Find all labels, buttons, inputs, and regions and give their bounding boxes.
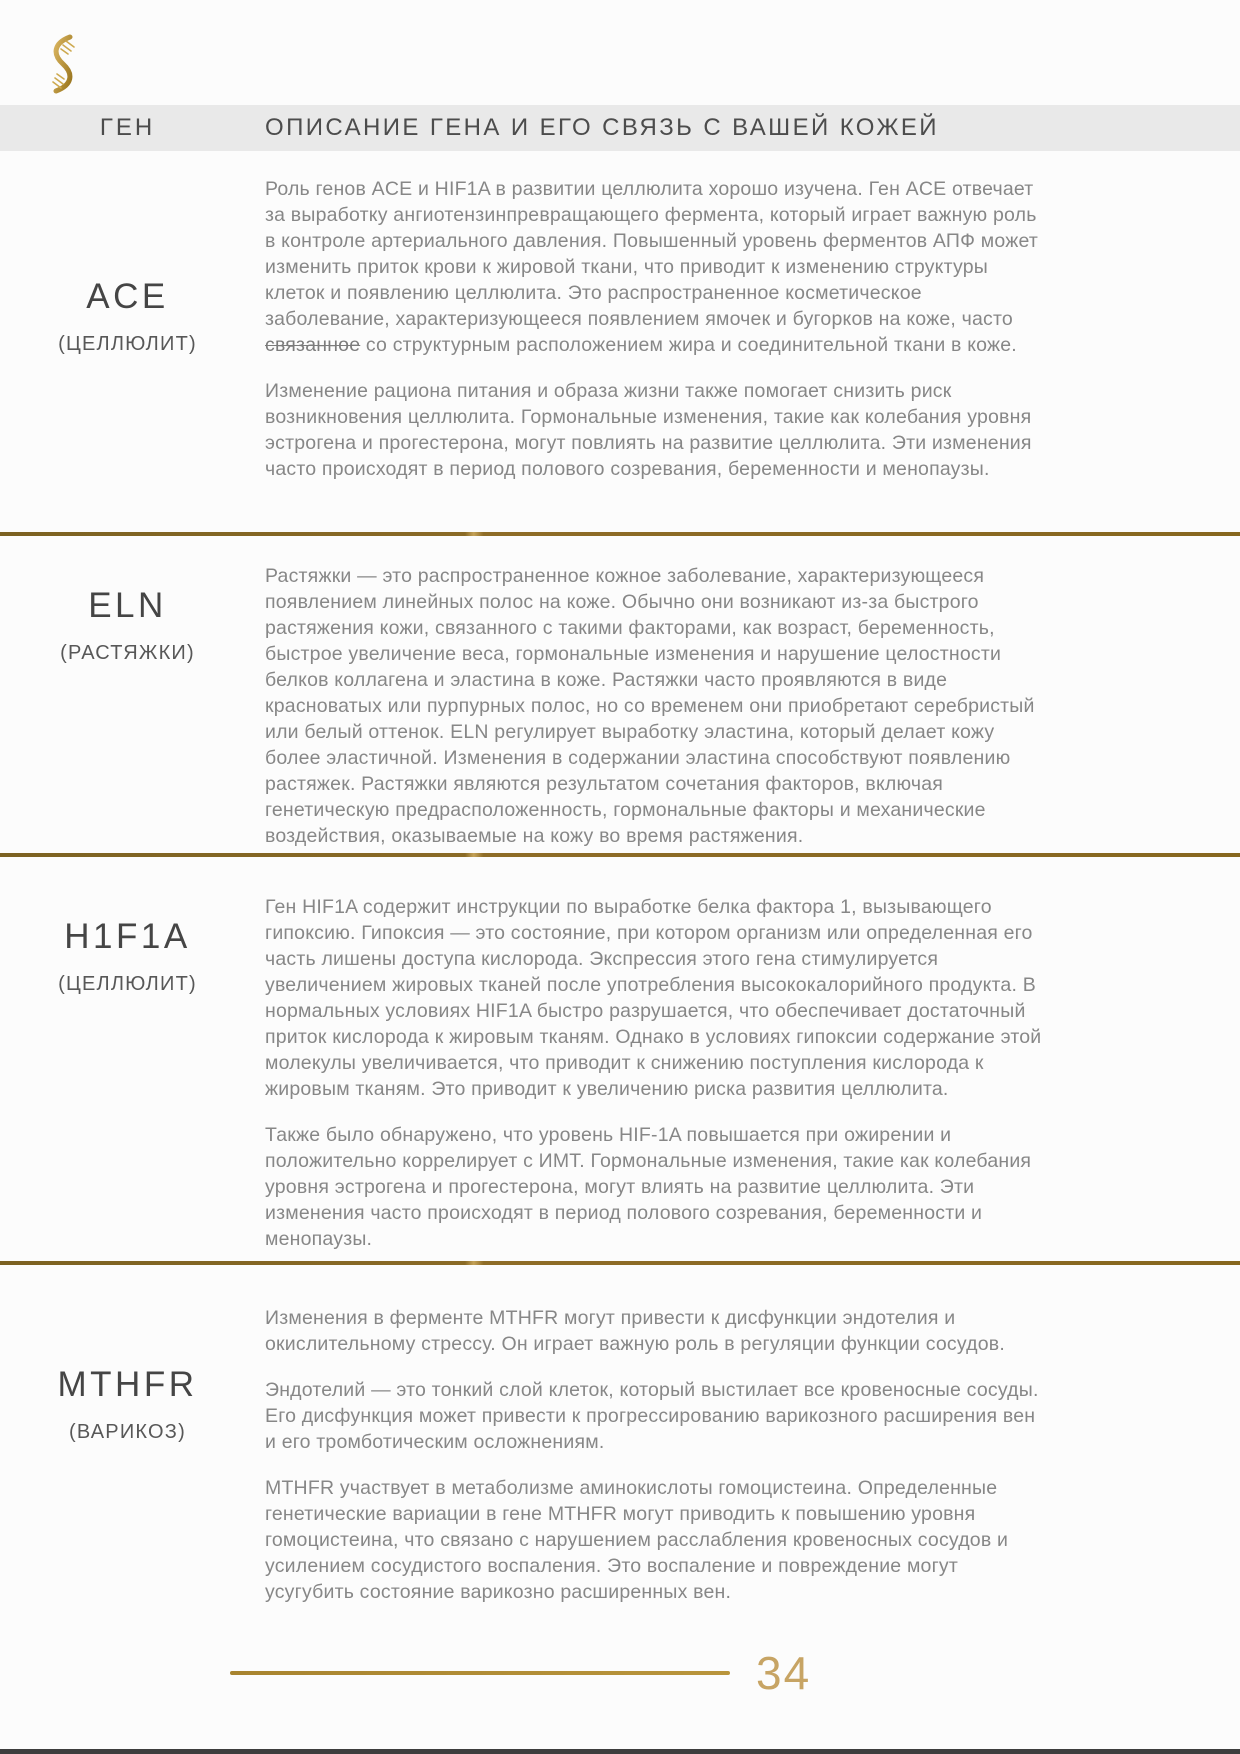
column-header-gene: ГЕН	[99, 114, 156, 141]
footer-rule	[230, 1671, 730, 1675]
dna-helix-icon	[46, 34, 80, 94]
gene-row-ace	[0, 151, 1240, 532]
paragraph: Ген HIF1A содержит инструкции по выработке белка фактора 1, вызывающего гипоксию. Гипоксия — это состояние, при котором организм или определенная его часть лишены доступа кислорода. Экспрессия этого гена стимулируется увеличением жировых тканей после употребления высококалорийного продукта. В нормальных условиях HIF1A быстро разрушается, что обеспечивает достаточный приток кислорода к жировым тканям. Однако в условиях гипоксии содержание этой молекулы увеличивается, что приводит к снижению поступления кислорода к жировым тканям. Это приводит к увеличению риска развития целлюлита.	[265, 896, 1042, 1100]
gene-description	[255, 536, 1045, 853]
table-header	[0, 105, 1240, 151]
gene-row-h1f1a	[0, 857, 1240, 1261]
gene-condition: (РАСТЯЖКИ)	[60, 642, 195, 664]
paragraph: Растяжки — это распространенное кожное заболевание, характеризующееся появлением линейных полос на коже. Обычно они возникают из-за быстрого растяжения кожи, связанного с такими факторами, как возраст, беременность, быстрое увеличение веса, гормональные изменения и нарушение целостности белков коллагена и эластина в коже. Растяжки часто проявляются в виде красноватых или пурпурных полос, но со временем они приобретают серебристый или белый оттенок. ELN регулирует выработку эластина, который делает кожу более эластичной. Изменения в содержании эластина способствуют появлению растяжек. Растяжки являются результатом сочетания факторов, включая генетическую предрасположенность, гормональные факторы и механические воздействия, оказываемые на кожу во время растяжения.	[265, 565, 1035, 847]
gene-condition: (ЦЕЛЛЮЛИТ)	[58, 973, 197, 995]
gene-name: ACE	[86, 277, 169, 316]
gene-label-block	[0, 1265, 255, 1637]
struck-word: связанное	[265, 334, 361, 356]
gene-label-block	[0, 857, 255, 1261]
gene-table	[0, 151, 1240, 1637]
gene-condition: (ВАРИКОЗ)	[69, 1421, 186, 1443]
paragraph: Изменения в ферменте MTHFR могут привести к дисфункции эндотелия и окислительному стрессу. Он играет важную роль в регуляции функции сосудов.	[265, 1307, 1005, 1355]
gene-condition: (ЦЕЛЛЮЛИТ)	[58, 333, 197, 355]
gene-name: ELN	[88, 586, 167, 625]
gene-name: H1F1A	[64, 917, 191, 956]
gene-description	[255, 151, 1045, 532]
paragraph-text: Роль генов ACE и HIF1A в развитии целлюлита хорошо изучена. Ген ACE отвечает за выработку ангиотензинпревращающего фермента, который играет важную роль в контроле артериального давления. Повышенный уровень ферментов АПФ может изменить приток крови к жировой ткани, что приводит к изменению структуры клеток и появлению целлюлита. Это распространенное косметическое заболевание, характеризующееся появлением ямочек и бугорков на коже, часто	[265, 178, 1038, 330]
paragraph: Изменение рациона питания и образа жизни также помогает снизить риск возникновения целлюлита. Гормональные изменения, такие как колебания уровня эстрогена и прогестерона, могут повлиять на развитие целлюлита. Эти изменения часто происходят в период полового созревания, беременности и менопаузы.	[265, 380, 1032, 480]
gene-label-block	[0, 151, 255, 532]
page-number: 34	[756, 1647, 812, 1699]
page-footer	[230, 1646, 811, 1700]
paragraph: MTHFR участвует в метаболизме аминокислоты гомоцистеина. Определенные генетические вариации в гене MTHFR могут приводить к повышению уровня гомоцистеина, что связано с нарушением расслабления кровеносных сосудов и усилением сосудистого воспаления. Это воспаление и повреждение могут усугубить состояние варикозно расширенных вен.	[265, 1477, 1009, 1603]
paragraph: Также было обнаружено, что уровень HIF-1A повышается при ожирении и положительно коррелирует с ИМТ. Гормональные изменения, такие как колебания уровня эстрогена и прогестерона, могут влиять на развитие целлюлита. Эти изменения часто происходят в период полового созревания, беременности и менопаузы.	[265, 1124, 1032, 1250]
paragraph	[265, 176, 1045, 358]
column-header-description: ОПИСАНИЕ ГЕНА И ЕГО СВЯЗЬ С ВАШЕЙ КОЖЕЙ	[265, 114, 939, 141]
gene-row-eln	[0, 536, 1240, 853]
paragraph: Эндотелий — это тонкий слой клеток, который выстилает все кровеносные сосуды. Его дисфункция может привести к прогрессированию варикозного расширения вен и его тромботическим осложнениям.	[265, 1379, 1039, 1453]
gene-description	[255, 857, 1045, 1261]
brand-logo	[46, 34, 80, 94]
gene-name: MTHFR	[57, 1365, 198, 1404]
paragraph-text: со структурным расположением жира и соединительной ткани в коже.	[365, 334, 1017, 356]
gene-label-block	[0, 536, 255, 853]
page-bottom-border	[0, 1749, 1240, 1754]
gene-description	[255, 1265, 1045, 1637]
gene-row-mthfr	[0, 1265, 1240, 1637]
